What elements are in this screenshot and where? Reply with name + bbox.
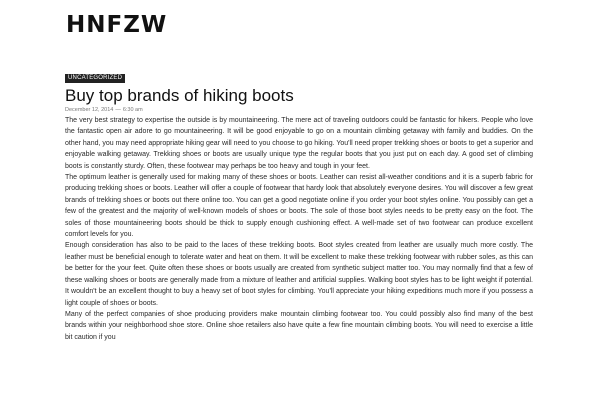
post-date[interactable]: December 12, 2014: [65, 107, 114, 113]
post-paragraph: Enough consideration has also to be paid to the laces of these trekking boots. Boot styles created from leather are usually much more costly. The leather must be beneficial enough to tolerate water and heat on them. It will be excellent to make these trekking footwear with rubber soles, as this can be better for the your feet. Quite often these shoes or boots usually are created from synthetic subject matter too. You may normally find that a few of these walking shoes or boots are generally made from a mixture of leather and artificial supplies. Walking boot styles has to be light weight if potential. It wouldn't be an excellent thought to buy a heavy set of boot styles for climbing. You'll appreciate your hiking expeditions much more if you possess a light couple of shoes or boots.: [65, 242, 533, 307]
post-paragraph: The optimum leather is generally used for making many of these shoes or boots. Leather can resist all-weather conditions and it is a superb fabric for producing trekking shoes or boots. Leather will offer a couple of footwear that hardy look that absolutely everyone desires. You will discover a few great brands of trekking shoes or boots out there online too. You can get a good negotiate online if you order your boot styles online. You possibly can get a few of the greatest and the majority of well-known models of shoes or boots. The sole of those boot styles needs to be pretty easy on the foot. The soles of those mountaineering boots should be thick to supply enough cushioning effect. A well-made set of two footwear can produce excellent comfort levels for you.: [65, 174, 533, 239]
site-title[interactable]: HNFZW: [66, 12, 168, 38]
post-time: 6:30 am: [122, 107, 143, 113]
post-paragraph: The very best strategy to expertise the outside is by mountaineering. The mere act of traveling outdoors could be fantastic for hikers. People who love the fantastic open air adore to go mountaineering. It will be good enjoyable to go on a mountain climbing getaway with family and buddies. On the other hand, you may need appropriate hiking gear will need to you choose to go hiking. You'll need proper trekking shoes or boots to get a superior and enjoyable walking getaway. Trekking shoes or boots are usually unique type the regular boots that you just put on each day. A good set of climbing boots is constantly sturdy. Often, these footwear may perhaps be too heavy and tough in your feet.: [65, 117, 533, 170]
post-content: [65, 115, 533, 343]
post-title[interactable]: Buy top brands of hiking boots: [65, 86, 294, 105]
category-badge[interactable]: UNCATEGORIZED: [65, 74, 125, 83]
meta-separator: —: [115, 107, 121, 113]
post-meta: [65, 106, 533, 115]
post-paragraph: Many of the perfect companies of shoe producing providers make mountain climbing footwear too. You could possibly also find many of the best brands within your neighborhood shoe store. Online shoe retailers also have quite a few fine mountain climbing boots. You will need to exercise a little bit caution if you: [65, 310, 533, 341]
post: [65, 66, 533, 343]
